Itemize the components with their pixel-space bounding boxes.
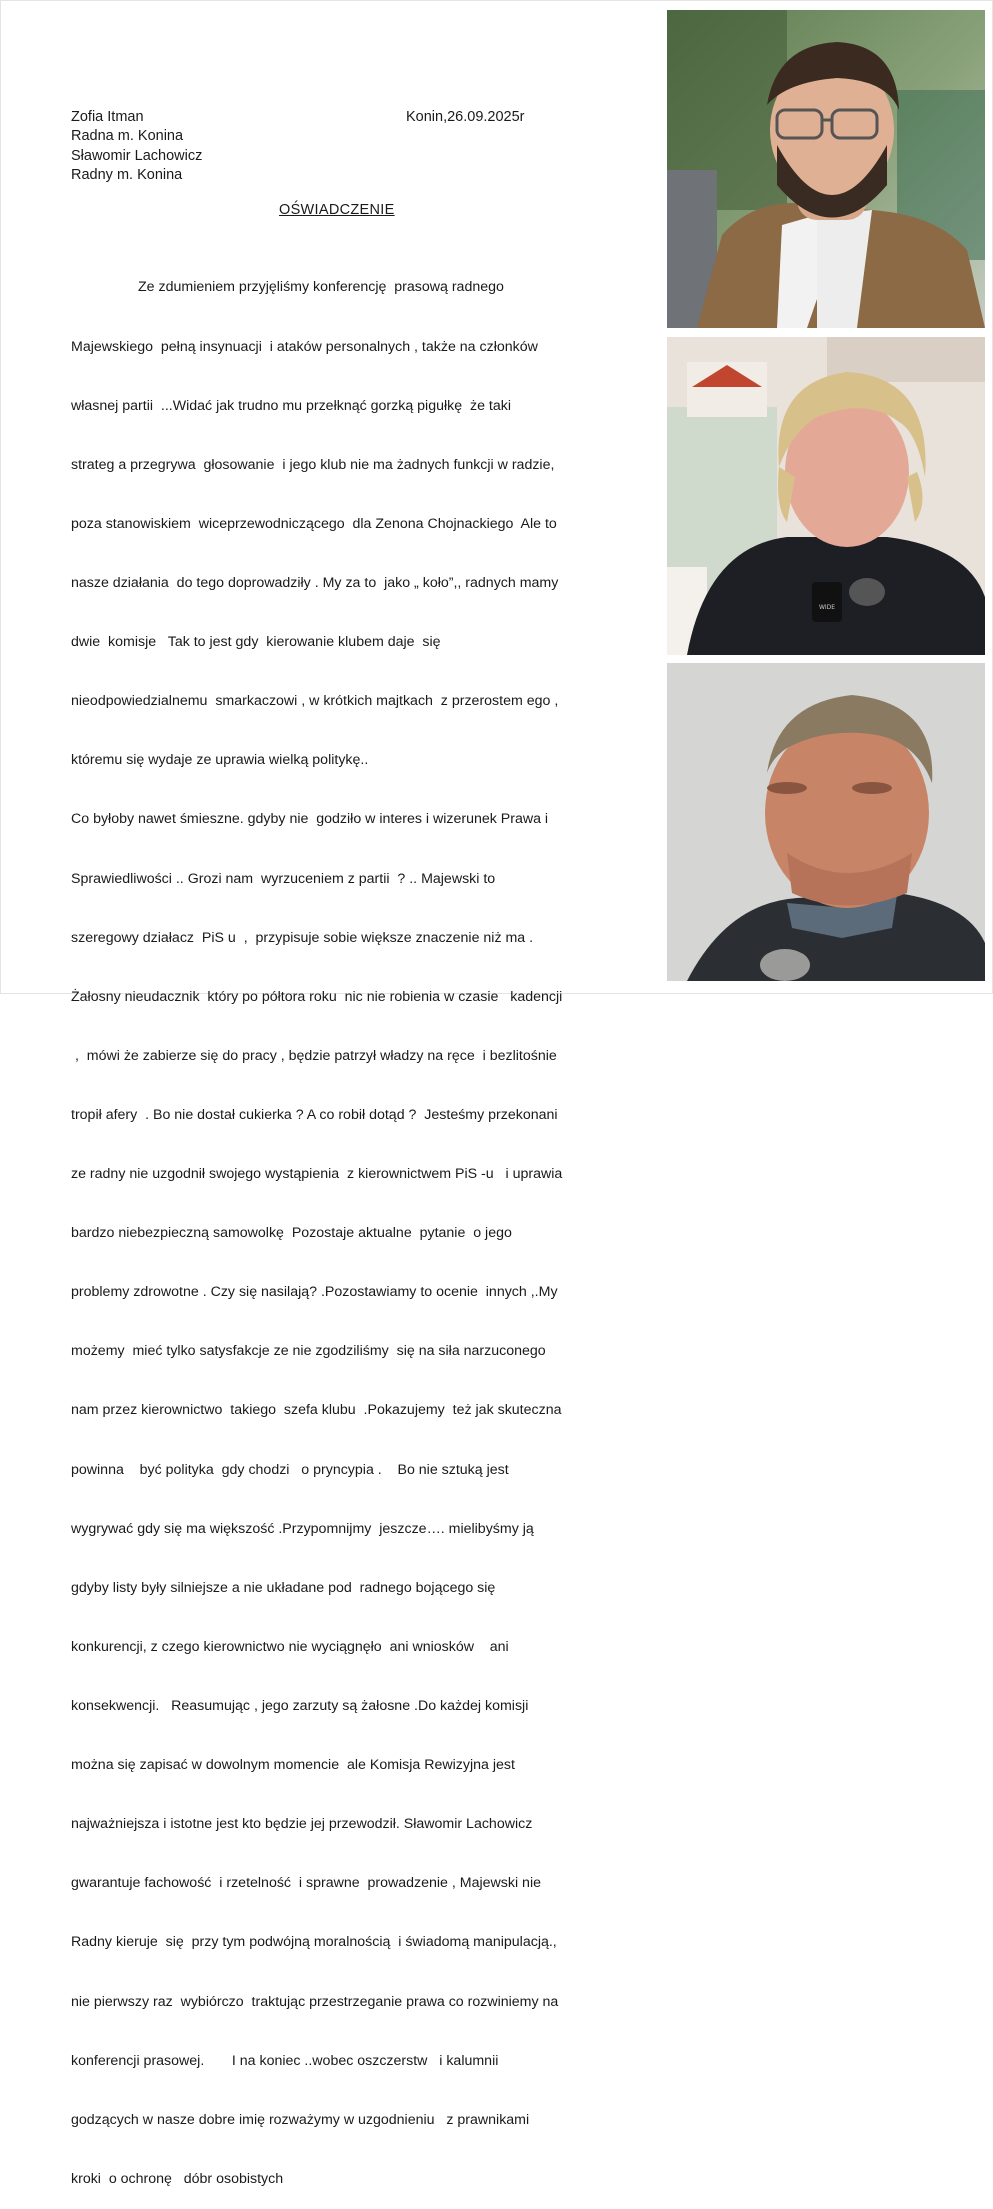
- document-title: OŚWIADCZENIE: [279, 202, 395, 218]
- signatory-2-name: Sławomir Lachowicz: [71, 147, 203, 164]
- body-line: nieodpowiedzialnemu smarkaczowi , w krótkich majtkach z przerostem ego ,: [71, 693, 559, 710]
- signatory-2-role: Radny m. Konina: [71, 166, 183, 183]
- signatory-1-name: Zofia Itman: [71, 109, 144, 125]
- body-line: Ze zdumieniem przyjęliśmy konferencję prasową radnego: [71, 279, 504, 296]
- body-line: gdyby listy były silniejsze a nie układane pod radnego bojącego się: [71, 1579, 496, 1596]
- body-line: własnej partii ...Widać jak trudno mu przełknąć gorzką pigułkę że taki: [71, 397, 512, 414]
- body-line: godzących w nasze dobre imię rozważymy w uzgodnieniu z prawnikami: [71, 2111, 530, 2128]
- body-line: wygrywać gdy się ma większość .Przypomnijmy jeszcze…. mielibyśmy ją: [71, 1520, 534, 1537]
- place-date: Konin,26.09.2025r: [406, 109, 525, 125]
- statement-body: [71, 239, 631, 2209]
- body-line: nie pierwszy raz wybiórczo traktując przestrzeganie prawa co rozwiniemy na: [71, 1993, 559, 2010]
- body-line: dwie komisje Tak to jest gdy kierowanie klubem daje się: [71, 634, 441, 651]
- portrait-photo-young-man-glasses: [667, 10, 985, 328]
- body-line: nam przez kierownictwo takiego szefa klubu .Pokazujemy też jak skuteczna: [71, 1402, 562, 1419]
- portrait-photo-older-man: [667, 663, 985, 981]
- portrait-photo-older-woman: [667, 337, 985, 655]
- body-line: Radny kieruje się przy tym podwójną moralnością i świadomą manipulacją.,: [71, 1934, 557, 1951]
- body-line: najważniejsza i istotne jest kto będzie jej przewodził. Sławomir Lachowicz: [71, 1816, 533, 1833]
- body-line: powinna być polityka gdy chodzi o pryncypia . Bo nie sztuką jest: [71, 1461, 509, 1478]
- body-line: można się zapisać w dowolnym momencie ale Komisja Rewizyjna jest: [71, 1757, 515, 1774]
- body-line: konkurencji, z czego kierownictwo nie wyciągnęło ani wniosków ani: [71, 1638, 509, 1655]
- body-line: poza stanowiskiem wiceprzewodniczącego dla Zenona Chojnackiego Ale to: [71, 515, 557, 532]
- body-line: kroki o ochronę dóbr osobistych: [71, 2170, 284, 2187]
- body-line: , mówi że zabierze się do pracy , będzie patrzył władzy na ręce i bezlitośnie: [71, 1047, 557, 1064]
- signatories-block: [71, 108, 202, 185]
- body-line: konferencji prasowej. I na koniec ..wobec oszczerstw i kalumnii: [71, 2052, 499, 2069]
- body-line: problemy zdrowotne . Czy się nasilają? .Pozostawiamy to ocenie innych ,.My: [71, 1284, 558, 1301]
- body-line: nasze działania do tego doprowadziły . My za to jako „ koło”,, radnych mamy: [71, 574, 559, 591]
- body-line: ze radny nie uzgodnił swojego wystąpienia z kierownictwem PiS -u i uprawia: [71, 1166, 563, 1183]
- body-line: Majewskiego pełną insynuacji i ataków personalnych , także na członków: [71, 338, 538, 355]
- body-line: Sprawiedliwości .. Grozi nam wyrzuceniem z partii ? .. Majewski to: [71, 870, 496, 887]
- body-line: bardzo niebezpieczną samowolkę Pozostaje aktualne pytanie o jego: [71, 1225, 512, 1242]
- signatory-1-role: Radna m. Konina: [71, 128, 184, 145]
- body-line: szeregowy działacz PiS u , przypisuje sobie większe znaczenie niż ma .: [71, 929, 534, 946]
- body-line: konsekwencji. Reasumując , jego zarzuty są żałosne .Do każdej komisji: [71, 1698, 529, 1715]
- body-line: któremu się wydaje ze uprawia wielką politykę..: [71, 752, 369, 769]
- microphone-label: WIDE: [818, 604, 836, 611]
- body-line: gwarantuje fachowość i rzetelność i sprawne prowadzenie , Majewski nie: [71, 1875, 541, 1892]
- body-line: Co byłoby nawet śmieszne. gdyby nie godziło w interes i wizerunek Prawa i: [71, 811, 549, 828]
- body-line: tropił afery . Bo nie dostał cukierka ? A co robił dotąd ? Jesteśmy przekonani: [71, 1106, 558, 1123]
- body-line: Żałosny nieudacznik który po półtora roku nic nie robienia w czasie kadencji: [71, 988, 563, 1005]
- body-line: możemy mieć tylko satysfakcje ze nie zgodziliśmy się na siła narzuconego: [71, 1343, 546, 1360]
- body-line: strateg a przegrywa głosowanie i jego klub nie ma żadnych funkcji w radzie,: [71, 456, 555, 473]
